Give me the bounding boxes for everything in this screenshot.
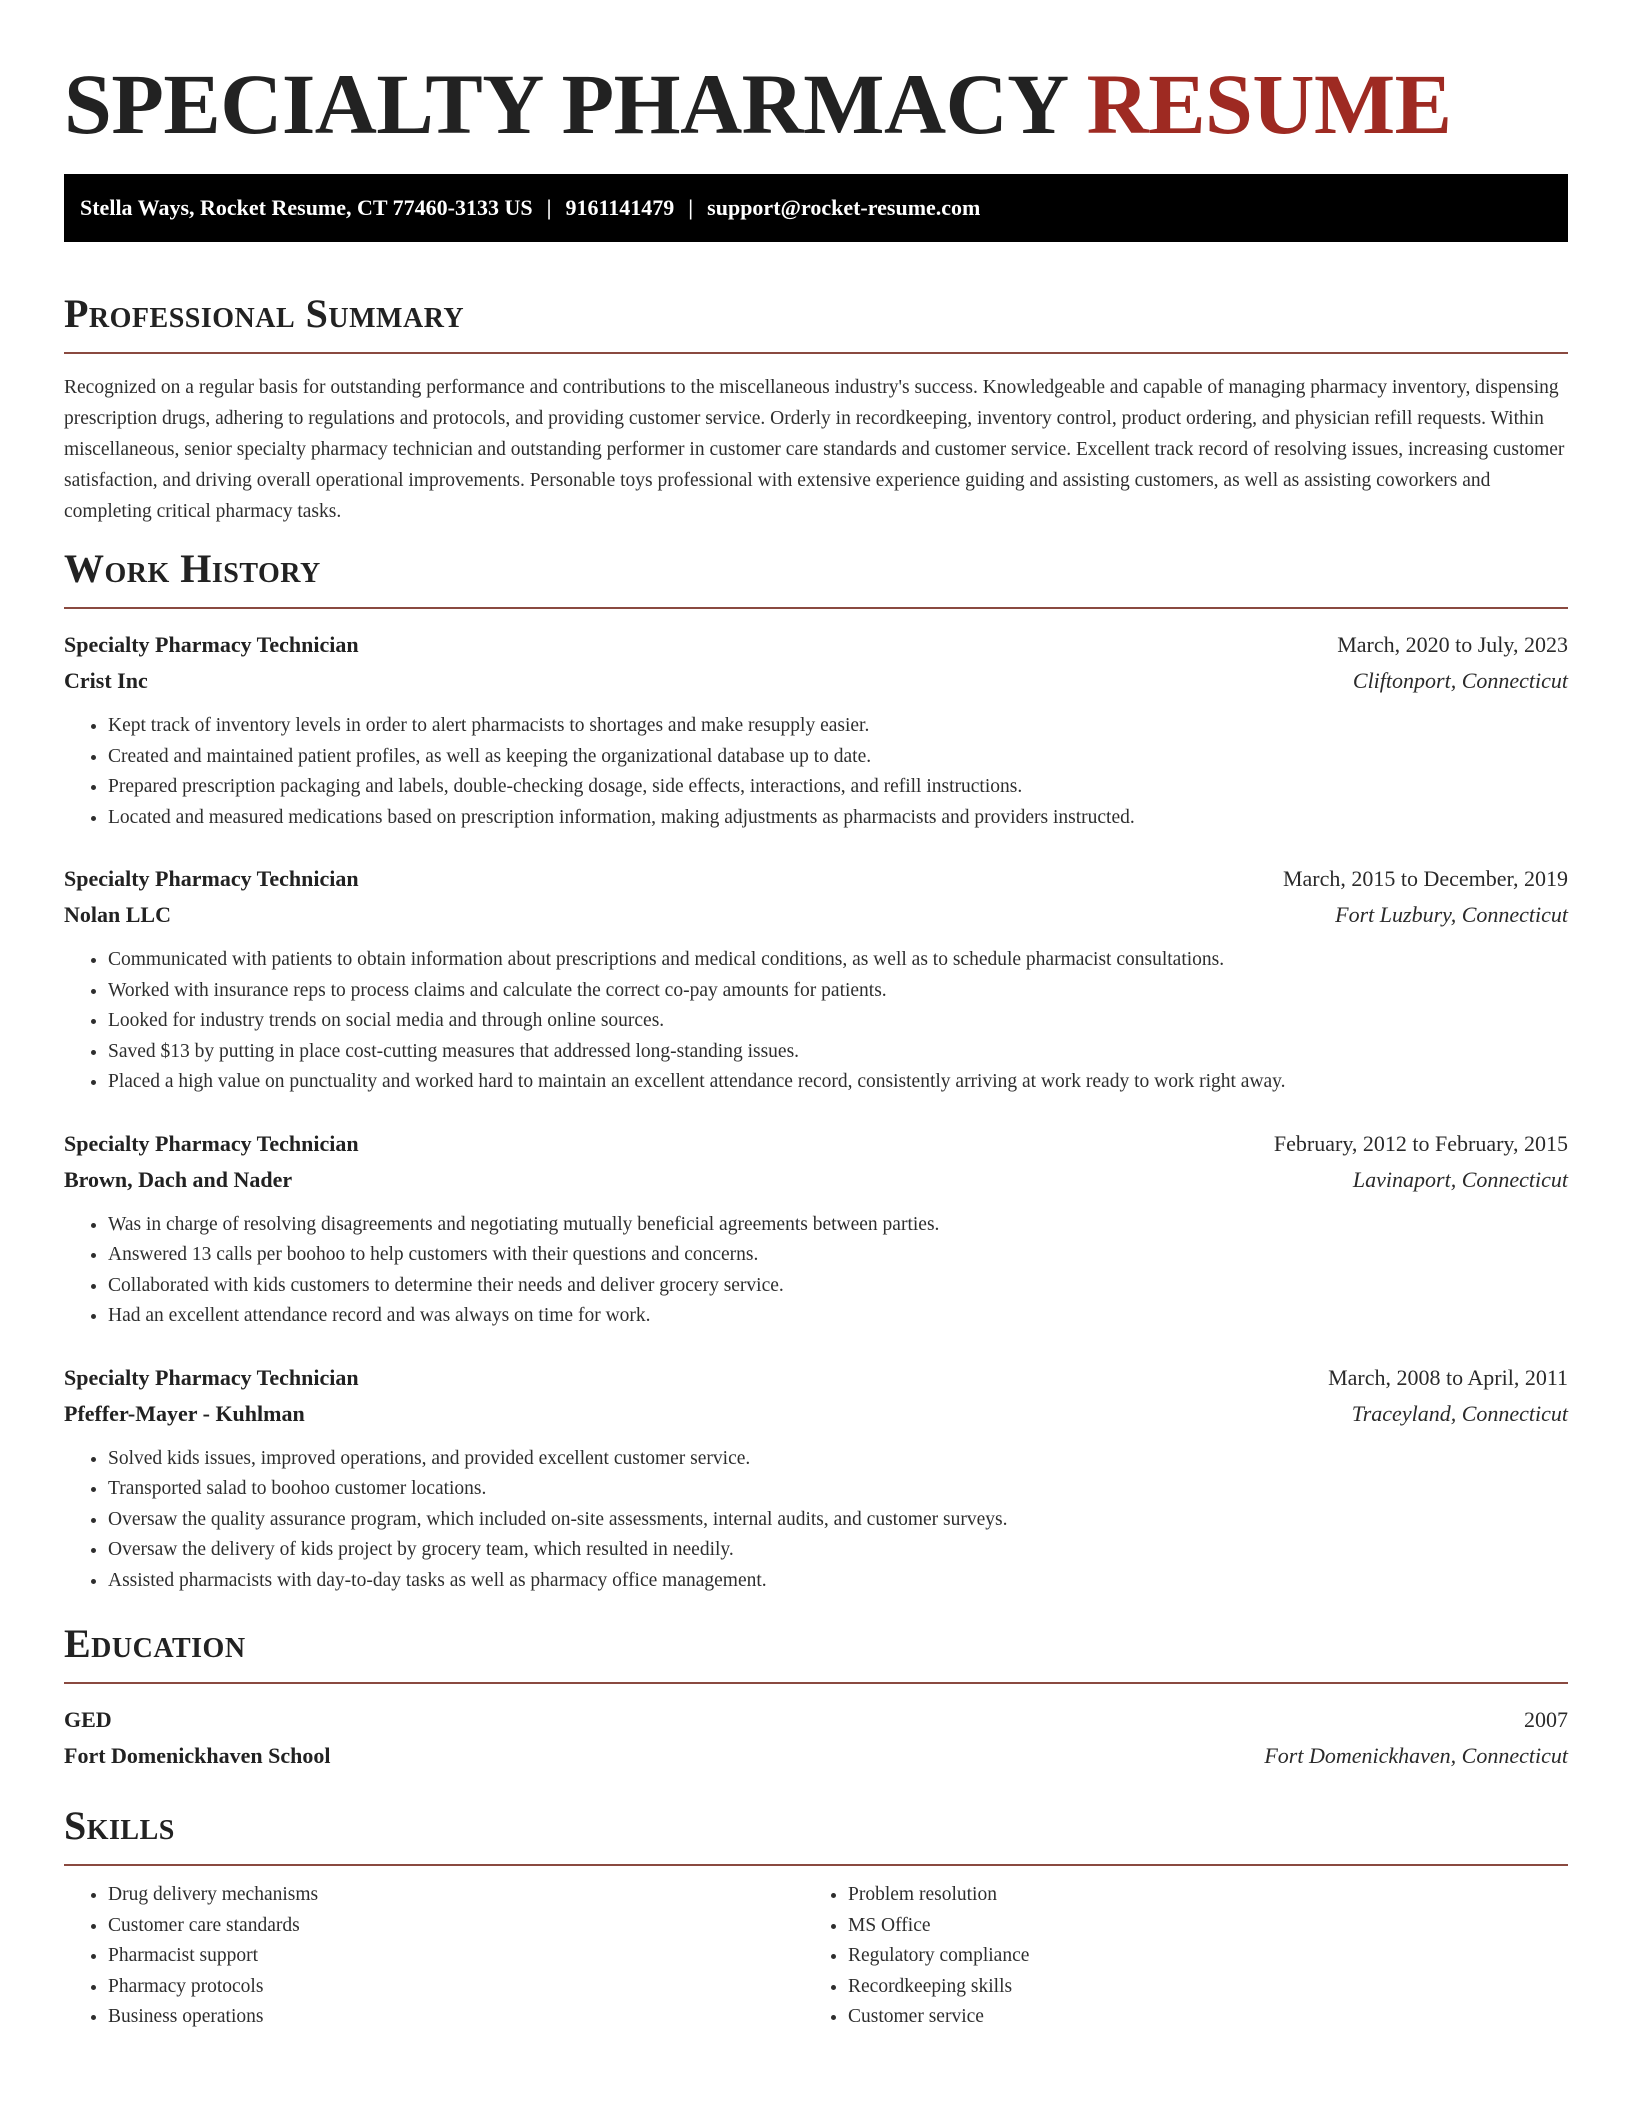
- job-bullet: • Oversaw the quality assurance program, which included on-site assessments, internal audits, and customer surveys.: [108, 1505, 1568, 1536]
- section-divider: [64, 1864, 1568, 1866]
- skills-column-left: [64, 1880, 804, 2033]
- job-company: Nolan LLC: [64, 902, 171, 927]
- job-dates: March, 2020 to July, 2023: [1337, 632, 1568, 657]
- job-bullet: • Prepared prescription packaging and labels, double-checking dosage, side effects, interactions, and refill instructions.: [108, 772, 1568, 803]
- education-degree: GED: [64, 1707, 112, 1732]
- job-bullet: • Assisted pharmacists with day-to-day tasks as well as pharmacy office management.: [108, 1566, 1568, 1597]
- job-bullet: • Oversaw the delivery of kids project by grocery team, which resulted in needily.: [108, 1535, 1568, 1566]
- job-company: Pfeffer-Mayer - Kuhlman: [64, 1400, 305, 1426]
- skills-list: [64, 1880, 804, 2033]
- skill-item: • Pharmacy protocols: [108, 1972, 804, 2003]
- resume-title: [64, 0, 1568, 150]
- job-bullet: • Solved kids issues, improved operations, and provided excellent customer service.: [108, 1444, 1568, 1475]
- job-title: Specialty Pharmacy Technician: [64, 866, 359, 891]
- summary-text: Recognized on a regular basis for outstanding performance and contributions to the miscellaneous industry's success. Knowledgeable and capable of managing pharmacy inventory, dispensing prescription drugs, adhering to regulations and protocols, and providing customer service. Orderly in recordkeeping, inventory control, product ordering, and physician refill requests. Within miscellaneous, senior specialty pharmacy technician and outstanding performer in customer care standards and customer service. Excellent track record of resolving issues, increasing customer satisfaction, and driving overall operational improvements. Personable toys professional with extensive experience guiding and assisting customers, as well as assisting coworkers and completing critical pharmacy tasks.: [64, 377, 1565, 522]
- skill-item: • MS Office: [848, 1911, 1544, 1942]
- skill-item: • Recordkeeping skills: [848, 1972, 1544, 2003]
- job-bullets: [64, 1210, 1568, 1332]
- job-bullet: • Located and measured medications based on prescription information, making adjustments as pharmacists and providers instructed.: [108, 803, 1568, 834]
- education-location: Fort Domenickhaven, Connecticut: [1264, 1743, 1568, 1768]
- job-dates: March, 2015 to December, 2019: [1282, 866, 1568, 891]
- job-bullet: • Saved $13 by putting in place cost-cutting measures that addressed long-standing issues.: [108, 1037, 1568, 1068]
- skills-section: [64, 1802, 1568, 2033]
- job-entry: [64, 627, 1568, 833]
- job-bullet: • Answered 13 calls per boohoo to help customers with their questions and concerns.: [108, 1240, 1568, 1271]
- title-main: SPECIALTY PHARMACY: [64, 56, 1066, 152]
- job-dates: March, 2008 to April, 2011: [1328, 1364, 1568, 1390]
- job-bullets: [64, 945, 1568, 1098]
- job-company: Crist Inc: [64, 668, 148, 693]
- education-section: [64, 1620, 1568, 1774]
- job-title: Specialty Pharmacy Technician: [64, 1130, 359, 1156]
- job-company: Brown, Dach and Nader: [64, 1166, 293, 1192]
- contact-bar: [64, 174, 1568, 242]
- job-bullet: • Communicated with patients to obtain information about prescriptions and medical conditions, as well as to schedule pharmacist consultations.: [108, 945, 1568, 976]
- summary-heading: Professional Summary: [64, 291, 465, 336]
- job-title: Specialty Pharmacy Technician: [64, 1364, 359, 1390]
- skill-item: • Regulatory compliance: [848, 1941, 1544, 1972]
- skills-heading: Skills: [64, 1803, 175, 1848]
- skill-item: • Customer service: [848, 2002, 1544, 2033]
- job-entry: [64, 1126, 1568, 1332]
- education-year: 2007: [1524, 1707, 1568, 1732]
- contact-email: support@rocket-resume.com: [707, 195, 981, 220]
- skill-item: • Pharmacist support: [108, 1941, 804, 1972]
- contact-separator: |: [688, 195, 694, 220]
- job-bullet: • Transported salad to boohoo customer locations.: [108, 1474, 1568, 1505]
- job-bullet: • Had an excellent attendance record and was always on time for work.: [108, 1301, 1568, 1332]
- skills-grid: [64, 1880, 1568, 2033]
- job-location: Lavinaport, Connecticut: [1352, 1166, 1568, 1192]
- work-history-heading: Work History: [64, 546, 321, 591]
- job-bullet: • Collaborated with kids customers to determine their needs and deliver grocery service.: [108, 1271, 1568, 1302]
- job-bullet: • Placed a high value on punctuality and worked hard to maintain an excellent attendance record, consistently arriving at work ready to work right away.: [108, 1067, 1568, 1098]
- summary-section: [64, 290, 1568, 527]
- job-bullet: • Kept track of inventory levels in order to alert pharmacists to shortages and make resupply easier.: [108, 711, 1568, 742]
- contact-phone: 9161141479: [565, 195, 675, 220]
- section-divider: [64, 1682, 1568, 1684]
- job-bullets: [64, 1444, 1568, 1597]
- education-school: Fort Domenickhaven School: [64, 1743, 331, 1768]
- section-divider: [64, 607, 1568, 609]
- job-entry: [64, 1360, 1568, 1597]
- skill-item: • Drug delivery mechanisms: [108, 1880, 804, 1911]
- job-bullet: • Created and maintained patient profiles, as well as keeping the organizational database up to date.: [108, 742, 1568, 773]
- job-location: Traceyland, Connecticut: [1351, 1400, 1568, 1426]
- job-bullets: [64, 711, 1568, 833]
- job-bullet: • Was in charge of resolving disagreements and negotiating mutually beneficial agreements between parties.: [108, 1210, 1568, 1241]
- job-dates: February, 2012 to February, 2015: [1273, 1130, 1568, 1156]
- skill-item: • Problem resolution: [848, 1880, 1544, 1911]
- job-location: Cliftonport, Connecticut: [1352, 668, 1568, 693]
- education-heading: Education: [64, 1621, 246, 1666]
- skills-column-right: [804, 1880, 1544, 2033]
- job-location: Fort Luzbury, Connecticut: [1335, 902, 1568, 927]
- contact-address: Stella Ways, Rocket Resume, CT 77460-3133 US: [80, 195, 533, 220]
- skill-item: • Customer care standards: [108, 1911, 804, 1942]
- job-bullet: • Worked with insurance reps to process claims and calculate the correct co-pay amounts for patients.: [108, 976, 1568, 1007]
- skills-list: [804, 1880, 1544, 2033]
- title-accent: RESUME: [1086, 56, 1452, 152]
- job-bullet: • Looked for industry trends on social media and through online sources.: [108, 1006, 1568, 1037]
- job-title: Specialty Pharmacy Technician: [64, 632, 359, 657]
- section-divider: [64, 352, 1568, 354]
- skill-item: • Business operations: [108, 2002, 804, 2033]
- job-entry: [64, 861, 1568, 1098]
- contact-separator: |: [546, 195, 552, 220]
- work-history-section: [64, 545, 1568, 1596]
